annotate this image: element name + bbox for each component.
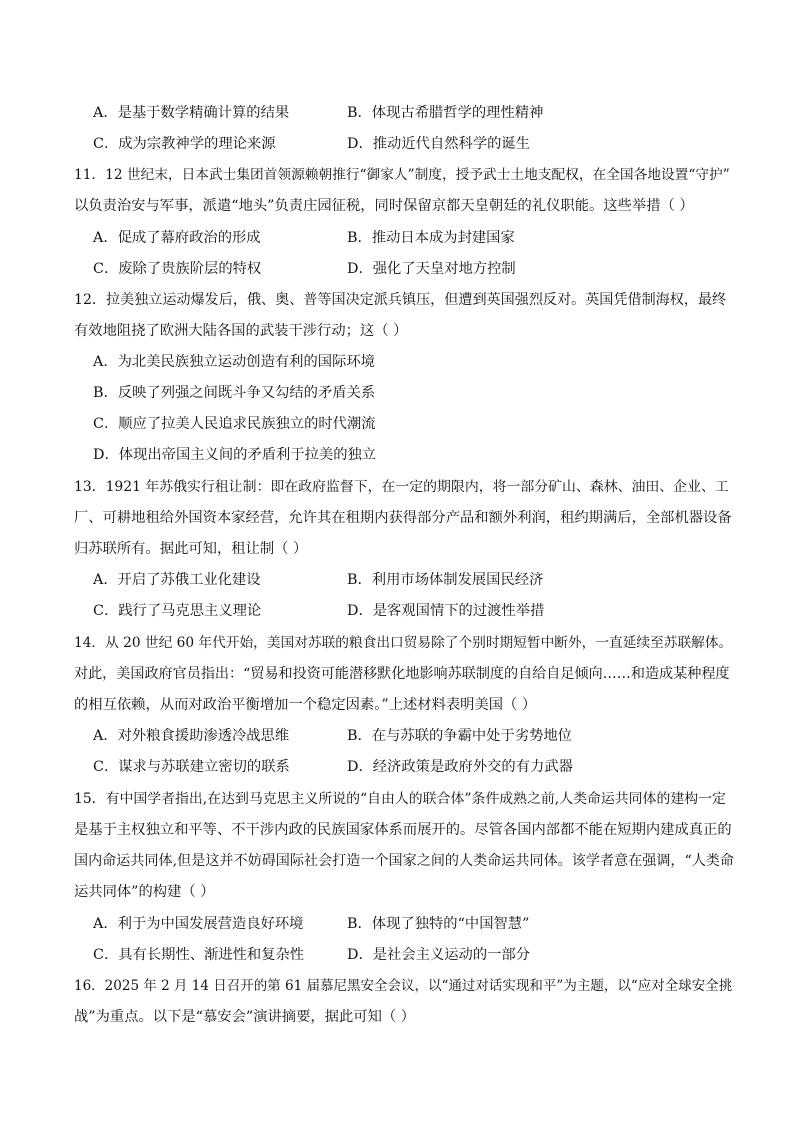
q13-option-b[interactable]: B．利用市场体制发展国民经济 <box>347 572 544 588</box>
q10-options-row-1 <box>93 103 733 123</box>
q13-option-c[interactable]: C．践行了马克思主义理论 <box>93 603 262 619</box>
q14-option-b[interactable]: B．在与苏联的争霸中处于劣势地位 <box>347 728 572 744</box>
q14-option-c[interactable]: C．谋求与苏联建立密切的联系 <box>93 759 290 775</box>
q11-option-c[interactable]: C．废除了贵族阶层的特权 <box>93 261 262 277</box>
q10-option-a[interactable]: A．是基于数学精确计算的结果 <box>93 105 290 121</box>
q11-option-b[interactable]: B．推动日本成为封建国家 <box>347 230 515 246</box>
q14-option-a[interactable]: A．对外粮食援助渗透冷战思维 <box>93 728 290 744</box>
q16-stem-line-1: 16．2025 年 2 月 14 日召开的第 61 届慕尼黑安全会议，以“通过对话实现和平”为主题，以“应对全球安全挑 <box>74 978 733 994</box>
q11-options-row-2 <box>93 259 733 279</box>
q15-options-row-1 <box>93 914 733 934</box>
q15-option-b[interactable]: B．体现了独特的“中国智慧” <box>347 916 530 932</box>
q16-stem-line-2: 战”为重点。以下是“慕安会”演讲摘要，据此可知（ ） <box>74 1009 416 1025</box>
q15-option-c[interactable]: C．具有长期性、渐进性和复杂性 <box>93 947 305 963</box>
q12-option-c[interactable]: C．顺应了拉美人民追求民族独立的时代潮流 <box>93 416 376 432</box>
q11-stem-line-1: 11．12 世纪末，日本武士集团首领源赖朝推行“御家人”制度，授予武士土地支配权，在全国各地设置“守护” <box>74 167 730 183</box>
q13-stem-line-3: 归苏联所有。据此可知，租让制（ ） <box>74 541 308 557</box>
q14-stem-line-3: 的相互依赖，从而对政治平衡增加一个稳定因素。”上述材料表明美国（ ） <box>74 697 537 713</box>
q12-option-a[interactable]: A．为北美民族独立运动创造有利的国际环境 <box>93 354 375 370</box>
q13-stem-line-1: 13．1921 年苏俄实行租让制：即在政府监督下，在一定的期限内，将一部分矿山、森林、油田、企业、工 <box>74 479 729 495</box>
q13-options-row-2 <box>93 601 733 621</box>
q13-stem-line-2: 厂、可耕地租给外国资本家经营，允许其在租期内获得部分产品和额外利润，租约期满后，全部机器设备 <box>74 510 732 526</box>
q15-stem-line-3: 国内命运共同体,但是这并不妨碍国际社会打造一个国家之间的人类命运共同体。该学者意在强调，“人类命 <box>74 853 734 869</box>
q14-stem-line-2: 对此，美国政府官员指出：“贸易和投资可能潜移默化地影响苏联制度的自给自足倾向……和造成某种程度 <box>74 666 730 682</box>
q14-options-row-2 <box>93 757 733 777</box>
q14-stem-line-1: 14．从 20 世纪 60 年代开始，美国对苏联的粮食出口贸易除了个别时期短暂中断外，一直延续至苏联解体。 <box>74 635 733 651</box>
q11-options-row-1 <box>93 228 733 248</box>
q10-option-d[interactable]: D．推动近代自然科学的诞生 <box>347 136 531 152</box>
q12-option-b[interactable]: B．反映了列强之间既斗争又勾结的矛盾关系 <box>93 385 376 401</box>
q15-stem-line-4: 运共同体”的构建（ ） <box>74 884 215 900</box>
q10-options-row-2 <box>93 134 733 154</box>
q12-option-d[interactable]: D．体现出帝国主义间的矛盾利于拉美的独立 <box>93 447 377 463</box>
q15-stem-line-2: 是基于主权独立和平等、不干涉内政的民族国家体系而展开的。尽管各国内部都不能在短期内建成真正的 <box>74 822 732 838</box>
q13-options-row-1 <box>93 570 733 590</box>
q10-option-c[interactable]: C．成为宗教神学的理论来源 <box>93 136 276 152</box>
q13-option-a[interactable]: A．开启了苏俄工业化建设 <box>93 572 261 588</box>
q10-option-b[interactable]: B．体现古希腊哲学的理性精神 <box>347 105 544 121</box>
q11-stem-line-2: 以负责治安与军事，派遣“地头”负责庄园征税，同时保留京都天皇朝廷的礼仪职能。这些举措（ ） <box>74 198 694 214</box>
q13-option-d[interactable]: D．是客观国情下的过渡性举措 <box>347 603 545 619</box>
q12-stem-line-2: 有效地阻挠了欧洲大陆各国的武装干涉行动；这（ ） <box>74 323 408 339</box>
q11-option-a[interactable]: A．促成了幕府政治的形成 <box>93 230 261 246</box>
q11-option-d[interactable]: D．强化了天皇对地方控制 <box>347 261 516 277</box>
q15-stem-line-1: 15．有中国学者指出,在达到马克思主义所说的“自由人的联合体”条件成熟之前,人类命运共同体的建构一定 <box>74 791 726 807</box>
q15-options-row-2 <box>93 945 733 965</box>
q14-options-row-1 <box>93 726 733 746</box>
q12-stem-line-1: 12．拉美独立运动爆发后，俄、奥、普等国决定派兵镇压，但遭到英国强烈反对。英国凭借制海权，最终 <box>74 292 727 308</box>
q15-option-a[interactable]: A．利于为中国发展营造良好环境 <box>93 916 304 932</box>
q14-option-d[interactable]: D．经济政策是政府外交的有力武器 <box>347 759 573 775</box>
q15-option-d[interactable]: D．是社会主义运动的一部分 <box>347 947 531 963</box>
